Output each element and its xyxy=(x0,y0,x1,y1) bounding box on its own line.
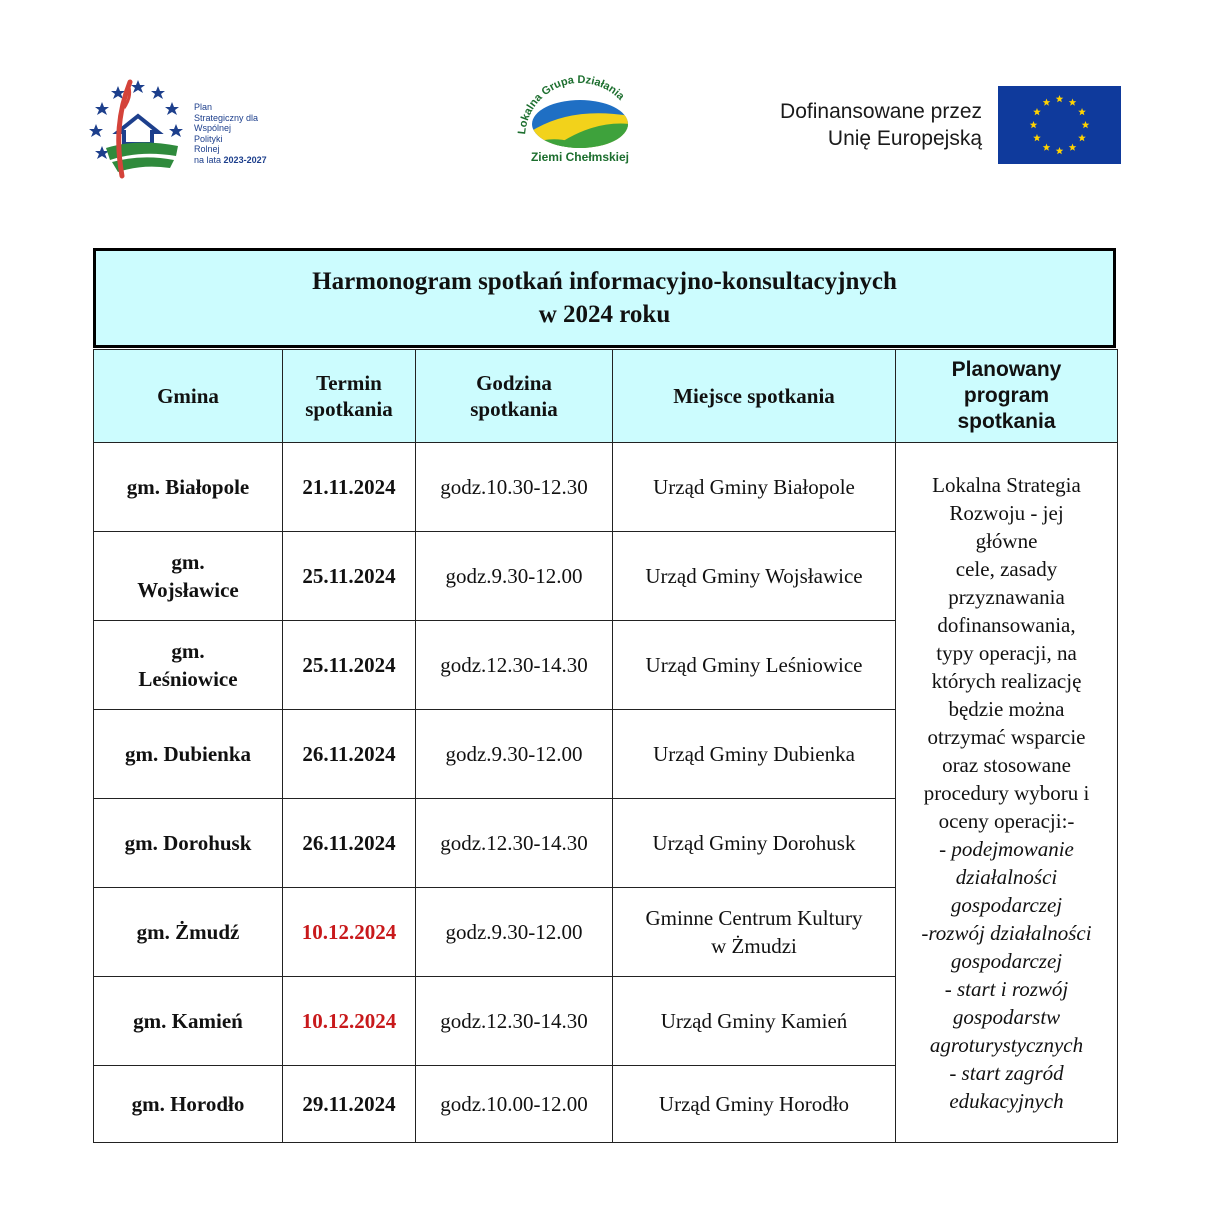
date-cell: 25.11.2024 xyxy=(283,532,416,621)
time-cell: godz.10.30-12.30 xyxy=(416,443,613,532)
date-cell: 25.11.2024 xyxy=(283,621,416,710)
table-row xyxy=(94,443,1118,532)
gmina-cell: gm. Kamień xyxy=(94,977,283,1066)
program-line: których realizację xyxy=(931,668,1082,693)
schedule-table xyxy=(93,349,1118,1143)
header-program: Planowany program spotkania xyxy=(896,350,1118,443)
time-cell: godz.9.30-12.00 xyxy=(416,710,613,799)
lgd-logo-name: Ziemi Chełmskiej xyxy=(530,150,630,164)
eu-text-line1: Dofinansowane przez xyxy=(780,100,982,123)
gmina-cell: gm. Wojsławice xyxy=(94,532,283,621)
lgd-emblem-icon xyxy=(470,20,690,150)
table-header-row xyxy=(94,350,1118,443)
eu-text-line2: Unię Europejską xyxy=(827,127,982,150)
date-cell: 26.11.2024 xyxy=(283,710,416,799)
title-line1: Harmonogram spotkań informacyjno-konsultacyjnych xyxy=(312,268,897,295)
gmina-cell: gm. Żmudź xyxy=(94,888,283,977)
program-line: typy operacji, na xyxy=(936,640,1077,665)
program-line: działalności xyxy=(955,864,1058,889)
program-cell xyxy=(896,443,1118,1143)
schedule-title xyxy=(93,248,1116,348)
program-line: -rozwój działalności xyxy=(921,920,1092,945)
program-line: procedury wyboru i xyxy=(923,780,1090,805)
place-cell: Urząd Gminy Dorohusk xyxy=(613,799,896,888)
psp-logo xyxy=(82,72,292,182)
time-cell: godz.12.30-14.30 xyxy=(416,977,613,1066)
place-cell: Gminne Centrum Kultury w Żmudzi xyxy=(613,888,896,977)
program-line: - start zagród xyxy=(949,1060,1064,1085)
program-line: główne xyxy=(975,528,1038,553)
program-line: dofinansowania, xyxy=(937,612,1076,637)
program-line: otrzymać wsparcie xyxy=(927,724,1086,749)
program-line: cele, zasady xyxy=(955,556,1058,581)
program-line: przyznawania xyxy=(948,584,1065,609)
eu-flag-icon xyxy=(998,86,1121,164)
place-cell: Urząd Gminy Wojsławice xyxy=(613,532,896,621)
program-line: Rozwoju - jej xyxy=(949,500,1064,525)
title-line2: w 2024 roku xyxy=(538,301,671,328)
header-termin: Termin spotkania xyxy=(283,350,416,443)
program-line: - podejmowanie xyxy=(939,836,1074,861)
header-godzina: Godzina spotkania xyxy=(416,350,613,443)
time-cell: godz.9.30-12.00 xyxy=(416,532,613,621)
psp-logo-text: Plan Strategiczny dla Wspólnej Polityki Rolnej na lata 2023-2027 xyxy=(194,102,267,165)
date-cell: 29.11.2024 xyxy=(283,1066,416,1143)
psp-emblem-icon xyxy=(82,72,194,182)
date-cell: 10.12.2024 xyxy=(283,888,416,977)
program-line: agroturystycznych xyxy=(929,1032,1084,1057)
gmina-cell: gm. Leśniowice xyxy=(94,621,283,710)
program-line: Lokalna Strategia xyxy=(932,472,1081,497)
lgd-logo xyxy=(470,20,690,240)
header-miejsce: Miejsce spotkania xyxy=(613,350,896,443)
gmina-cell: gm. Horodło xyxy=(94,1066,283,1143)
place-cell: Urząd Gminy Horodło xyxy=(613,1066,896,1143)
time-cell: godz.9.30-12.00 xyxy=(416,888,613,977)
time-cell: godz.12.30-14.30 xyxy=(416,621,613,710)
date-cell: 26.11.2024 xyxy=(283,799,416,888)
program-line: edukacyjnych xyxy=(949,1088,1064,1113)
program-line: gospodarczej xyxy=(950,892,1063,917)
lgd-arc-text: Lokalna Grupa Działania xyxy=(516,73,627,135)
program-line: będzie można xyxy=(948,696,1065,721)
gmina-cell: gm. Dubienka xyxy=(94,710,283,799)
header-gmina: Gmina xyxy=(94,350,283,443)
program-line: gospodarczej xyxy=(950,948,1063,973)
place-cell: Urząd Gminy Leśniowice xyxy=(613,621,896,710)
eu-funding-text xyxy=(740,98,982,152)
gmina-cell: gm. Dorohusk xyxy=(94,799,283,888)
gmina-cell: gm. Białopole xyxy=(94,443,283,532)
program-line: oceny operacji:- xyxy=(938,808,1075,833)
program-line: oraz stosowane xyxy=(942,752,1071,777)
program-line: gospodarstw xyxy=(952,1004,1061,1029)
place-cell: Urząd Gminy Dubienka xyxy=(613,710,896,799)
date-cell: 10.12.2024 xyxy=(283,977,416,1066)
program-line: - start i rozwój xyxy=(944,976,1069,1001)
time-cell: godz.10.00-12.00 xyxy=(416,1066,613,1143)
place-cell: Urząd Gminy Kamień xyxy=(613,977,896,1066)
place-cell: Urząd Gminy Białopole xyxy=(613,443,896,532)
date-cell: 21.11.2024 xyxy=(283,443,416,532)
time-cell: godz.12.30-14.30 xyxy=(416,799,613,888)
